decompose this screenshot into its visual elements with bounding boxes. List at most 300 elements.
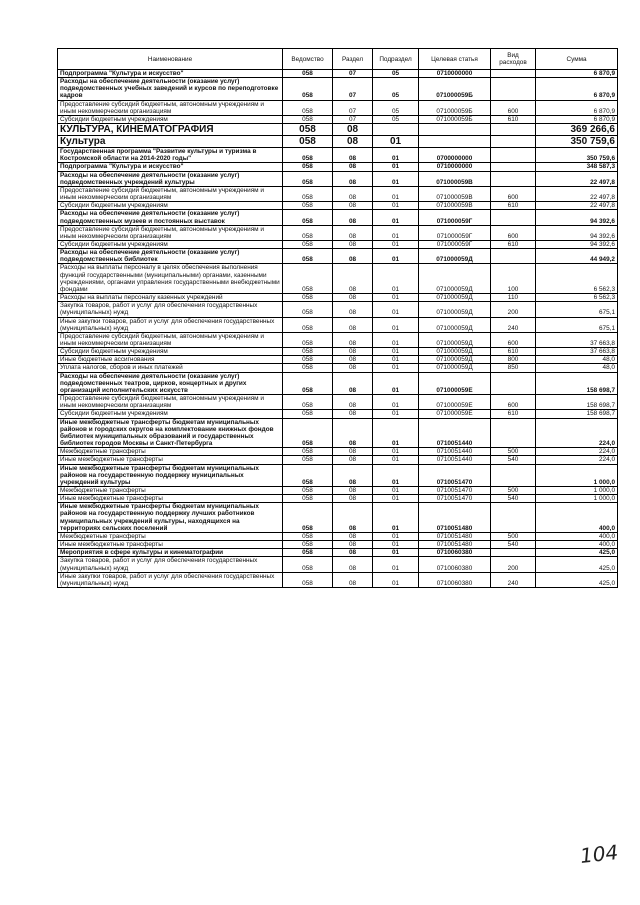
row-amount: 6 870,9 bbox=[536, 115, 618, 123]
table-row bbox=[58, 70, 618, 78]
row-amount: 94 392,6 bbox=[536, 240, 618, 248]
row-name: Предоставление субсидий бюджетным, автономным учреждениям и иным некоммерческим организациям bbox=[58, 186, 283, 201]
table-row bbox=[58, 163, 618, 171]
row-target-article: 0710051470 bbox=[419, 486, 491, 494]
row-department: 058 bbox=[283, 163, 333, 171]
row-expense-type: 500 bbox=[491, 448, 536, 456]
row-name: Расходы на обеспечение деятельности (оказание услуг) подведомственных учебных заведений и курсов по переподготовке кадров bbox=[58, 78, 283, 100]
row-target-article: 0710060380 bbox=[419, 557, 491, 572]
table-row bbox=[58, 225, 618, 240]
row-name: Иные закупки товаров, работ и услуг для обеспечения государственных (муниципальных) нужд bbox=[58, 572, 283, 587]
row-expense-type: 610 bbox=[491, 410, 536, 418]
row-target-article: 0710051470 bbox=[419, 464, 491, 486]
row-expense-type bbox=[491, 464, 536, 486]
row-name: Мероприятия в сфере культуры и кинематографии bbox=[58, 549, 283, 557]
row-target-article: 071000059Г bbox=[419, 225, 491, 240]
row-amount: 350 759,6 bbox=[536, 136, 618, 148]
row-amount: 48,0 bbox=[536, 364, 618, 372]
row-department: 058 bbox=[283, 395, 333, 410]
row-amount: 425,0 bbox=[536, 549, 618, 557]
row-amount: 1 000,0 bbox=[536, 464, 618, 486]
row-expense-type: 540 bbox=[491, 541, 536, 549]
row-subsection: 01 bbox=[373, 549, 419, 557]
row-target-article: 071000059Б bbox=[419, 78, 491, 100]
row-amount: 400,0 bbox=[536, 503, 618, 533]
row-subsection: 05 bbox=[373, 78, 419, 100]
row-name: Субсидии бюджетным учреждениям bbox=[58, 115, 283, 123]
row-section: 08 bbox=[333, 541, 373, 549]
table-row bbox=[58, 348, 618, 356]
row-target-article: 071000059Е bbox=[419, 395, 491, 410]
row-subsection: 01 bbox=[373, 572, 419, 587]
row-target-article: 0710000000 bbox=[419, 70, 491, 78]
table-body bbox=[58, 70, 618, 588]
row-department: 058 bbox=[283, 202, 333, 210]
row-name: Расходы на обеспечение деятельности (оказание услуг) подведомственных театров, цирков, концертных и других организаций исполнительских искусств bbox=[58, 372, 283, 394]
row-section: 08 bbox=[333, 364, 373, 372]
row-target-article: 071000059Д bbox=[419, 264, 491, 294]
row-target-article: 071000059Д bbox=[419, 317, 491, 332]
row-name: Межбюджетные трансферты bbox=[58, 532, 283, 540]
row-department: 058 bbox=[283, 249, 333, 264]
row-expense-type: 800 bbox=[491, 356, 536, 364]
row-expense-type bbox=[491, 163, 536, 171]
row-subsection: 01 bbox=[373, 541, 419, 549]
table-row bbox=[58, 495, 618, 503]
row-name: КУЛЬТУРА, КИНЕМАТОГРАФИЯ bbox=[58, 124, 283, 136]
row-subsection: 01 bbox=[373, 317, 419, 332]
table-row bbox=[58, 171, 618, 186]
row-subsection: 01 bbox=[373, 532, 419, 540]
row-department: 058 bbox=[283, 171, 333, 186]
row-expense-type: 240 bbox=[491, 317, 536, 332]
table-row bbox=[58, 456, 618, 464]
row-section: 08 bbox=[333, 464, 373, 486]
row-name: Иные закупки товаров, работ и услуг для обеспечения государственных (муниципальных) нужд bbox=[58, 317, 283, 332]
row-name: Иные межбюджетные трансферты бюджетам муниципальных районов и городских округов на комплектование книжных фондов библиотек муниципальных образований и государственных библиотек городов Москвы и Санкт-Петербурга bbox=[58, 418, 283, 448]
table-row bbox=[58, 395, 618, 410]
row-amount: 6 870,9 bbox=[536, 100, 618, 115]
row-name: Закупка товаров, работ и услуг для обеспечения государственных (муниципальных) нужд bbox=[58, 302, 283, 317]
row-expense-type: 600 bbox=[491, 225, 536, 240]
budget-table bbox=[57, 48, 618, 588]
row-subsection: 01 bbox=[373, 364, 419, 372]
row-name: Расходы на обеспечение деятельности (оказание услуг) подведомственных библиотек bbox=[58, 249, 283, 264]
row-target-article: 071000059Д bbox=[419, 348, 491, 356]
row-target-article: 071000059Д bbox=[419, 249, 491, 264]
row-expense-type bbox=[491, 210, 536, 225]
row-target-article: 071000059Е bbox=[419, 410, 491, 418]
row-subsection: 01 bbox=[373, 294, 419, 302]
row-section: 08 bbox=[333, 124, 373, 136]
row-expense-type bbox=[491, 249, 536, 264]
row-subsection: 01 bbox=[373, 418, 419, 448]
handwritten-page-number: 104 bbox=[578, 840, 620, 868]
row-amount: 44 949,2 bbox=[536, 249, 618, 264]
row-amount: 22 497,8 bbox=[536, 171, 618, 186]
header-section: Раздел bbox=[333, 49, 373, 70]
row-amount: 158 698,7 bbox=[536, 372, 618, 394]
row-target-article: 071000059В bbox=[419, 202, 491, 210]
row-target-article: 0710051480 bbox=[419, 503, 491, 533]
row-expense-type: 610 bbox=[491, 348, 536, 356]
row-target-article bbox=[419, 136, 491, 148]
row-expense-type: 200 bbox=[491, 302, 536, 317]
row-name: Культура bbox=[58, 136, 283, 148]
row-expense-type bbox=[491, 70, 536, 78]
row-amount: 1 000,0 bbox=[536, 495, 618, 503]
row-subsection: 01 bbox=[373, 202, 419, 210]
table-row bbox=[58, 572, 618, 587]
row-amount: 224,0 bbox=[536, 456, 618, 464]
row-amount: 400,0 bbox=[536, 541, 618, 549]
table-row bbox=[58, 541, 618, 549]
row-amount: 1 000,0 bbox=[536, 486, 618, 494]
row-department: 058 bbox=[283, 210, 333, 225]
row-subsection: 01 bbox=[373, 186, 419, 201]
row-target-article: 071000059В bbox=[419, 186, 491, 201]
row-department: 058 bbox=[283, 541, 333, 549]
row-department: 058 bbox=[283, 302, 333, 317]
row-department: 058 bbox=[283, 448, 333, 456]
row-target-article: 071000059Г bbox=[419, 210, 491, 225]
row-department: 058 bbox=[283, 148, 333, 163]
row-section: 08 bbox=[333, 136, 373, 148]
row-amount: 6 562,3 bbox=[536, 294, 618, 302]
row-amount: 224,0 bbox=[536, 418, 618, 448]
row-section: 08 bbox=[333, 356, 373, 364]
row-section: 08 bbox=[333, 332, 373, 347]
row-section: 07 bbox=[333, 78, 373, 100]
row-department: 058 bbox=[283, 348, 333, 356]
row-name: Закупка товаров, работ и услуг для обеспечения государственных (муниципальных) нужд bbox=[58, 557, 283, 572]
row-subsection: 01 bbox=[373, 210, 419, 225]
row-expense-type bbox=[491, 418, 536, 448]
row-department: 058 bbox=[283, 418, 333, 448]
table-row bbox=[58, 264, 618, 294]
row-section: 08 bbox=[333, 557, 373, 572]
row-subsection: 01 bbox=[373, 503, 419, 533]
row-department: 058 bbox=[283, 100, 333, 115]
row-expense-type bbox=[491, 124, 536, 136]
row-department: 058 bbox=[283, 495, 333, 503]
table-row bbox=[58, 148, 618, 163]
row-amount: 6 562,3 bbox=[536, 264, 618, 294]
row-section: 07 bbox=[333, 100, 373, 115]
row-amount: 425,0 bbox=[536, 572, 618, 587]
row-name: Иные межбюджетные трансферты bbox=[58, 541, 283, 549]
table-row bbox=[58, 532, 618, 540]
row-amount: 425,0 bbox=[536, 557, 618, 572]
row-name: Межбюджетные трансферты bbox=[58, 486, 283, 494]
row-expense-type: 600 bbox=[491, 395, 536, 410]
table-row bbox=[58, 464, 618, 486]
row-department: 058 bbox=[283, 332, 333, 347]
row-expense-type: 240 bbox=[491, 572, 536, 587]
row-name: Межбюджетные трансферты bbox=[58, 448, 283, 456]
row-section: 08 bbox=[333, 202, 373, 210]
row-section: 08 bbox=[333, 503, 373, 533]
row-expense-type: 850 bbox=[491, 364, 536, 372]
row-target-article: 0710051470 bbox=[419, 495, 491, 503]
row-section: 08 bbox=[333, 225, 373, 240]
row-subsection: 01 bbox=[373, 136, 419, 148]
table-row bbox=[58, 78, 618, 100]
row-department: 058 bbox=[283, 264, 333, 294]
row-department: 058 bbox=[283, 456, 333, 464]
row-target-article: 0700000000 bbox=[419, 148, 491, 163]
row-section: 08 bbox=[333, 418, 373, 448]
row-target-article bbox=[419, 124, 491, 136]
row-target-article: 0710060380 bbox=[419, 549, 491, 557]
row-section: 08 bbox=[333, 410, 373, 418]
row-subsection: 01 bbox=[373, 356, 419, 364]
row-expense-type: 600 bbox=[491, 332, 536, 347]
row-target-article: 071000059Е bbox=[419, 372, 491, 394]
row-amount: 37 663,8 bbox=[536, 332, 618, 347]
row-department: 058 bbox=[283, 115, 333, 123]
row-department: 058 bbox=[283, 410, 333, 418]
table-row bbox=[58, 249, 618, 264]
row-department: 058 bbox=[283, 225, 333, 240]
row-section: 08 bbox=[333, 163, 373, 171]
row-subsection: 01 bbox=[373, 448, 419, 456]
row-expense-type: 200 bbox=[491, 557, 536, 572]
row-department: 058 bbox=[283, 70, 333, 78]
row-department: 058 bbox=[283, 464, 333, 486]
row-amount: 94 392,6 bbox=[536, 210, 618, 225]
row-subsection: 01 bbox=[373, 495, 419, 503]
row-section: 08 bbox=[333, 395, 373, 410]
row-expense-type: 600 bbox=[491, 186, 536, 201]
table-row bbox=[58, 486, 618, 494]
table-row bbox=[58, 124, 618, 136]
row-section: 08 bbox=[333, 171, 373, 186]
row-amount: 94 392,6 bbox=[536, 225, 618, 240]
row-section: 08 bbox=[333, 572, 373, 587]
row-section: 08 bbox=[333, 532, 373, 540]
row-name: Расходы на выплаты персоналу казенных учреждений bbox=[58, 294, 283, 302]
row-expense-type: 110 bbox=[491, 294, 536, 302]
table-row bbox=[58, 448, 618, 456]
row-expense-type bbox=[491, 78, 536, 100]
row-section: 08 bbox=[333, 302, 373, 317]
row-amount: 158 698,7 bbox=[536, 395, 618, 410]
table-row bbox=[58, 332, 618, 347]
row-department: 058 bbox=[283, 549, 333, 557]
row-expense-type: 540 bbox=[491, 456, 536, 464]
row-name: Предоставление субсидий бюджетным, автономным учреждениям и иным некоммерческим организациям bbox=[58, 100, 283, 115]
row-expense-type bbox=[491, 171, 536, 186]
header-subsection: Подраздел bbox=[373, 49, 419, 70]
row-amount: 350 759,6 bbox=[536, 148, 618, 163]
row-section: 08 bbox=[333, 317, 373, 332]
row-section: 08 bbox=[333, 294, 373, 302]
header-department: Ведомство bbox=[283, 49, 333, 70]
row-name: Подпрограмма "Культура и искусство" bbox=[58, 163, 283, 171]
row-expense-type: 600 bbox=[491, 100, 536, 115]
row-expense-type bbox=[491, 136, 536, 148]
row-target-article: 0710000000 bbox=[419, 163, 491, 171]
row-department: 058 bbox=[283, 356, 333, 364]
row-section: 07 bbox=[333, 115, 373, 123]
table-row bbox=[58, 356, 618, 364]
table-row bbox=[58, 186, 618, 201]
row-section: 08 bbox=[333, 348, 373, 356]
row-name: Подпрограмма "Культура и искусство" bbox=[58, 70, 283, 78]
row-section: 08 bbox=[333, 186, 373, 201]
row-target-article: 0710051440 bbox=[419, 418, 491, 448]
row-section: 08 bbox=[333, 495, 373, 503]
row-target-article: 071000059Д bbox=[419, 302, 491, 317]
table-row bbox=[58, 364, 618, 372]
table-row bbox=[58, 317, 618, 332]
row-department: 058 bbox=[283, 372, 333, 394]
budget-table-sheet bbox=[57, 48, 617, 588]
row-expense-type bbox=[491, 549, 536, 557]
row-subsection: 05 bbox=[373, 100, 419, 115]
row-name: Субсидии бюджетным учреждениям bbox=[58, 410, 283, 418]
header-amount: Сумма bbox=[536, 49, 618, 70]
row-name: Расходы на обеспечение деятельности (оказание услуг) подведомственных учреждений культуры bbox=[58, 171, 283, 186]
row-name: Расходы на обеспечение деятельности (оказание услуг) подведомственных музеев и постоянных выставок bbox=[58, 210, 283, 225]
row-subsection: 01 bbox=[373, 410, 419, 418]
table-header-row bbox=[58, 49, 618, 70]
row-amount: 675,1 bbox=[536, 317, 618, 332]
table-row bbox=[58, 410, 618, 418]
row-name: Субсидии бюджетным учреждениям bbox=[58, 348, 283, 356]
row-section: 08 bbox=[333, 549, 373, 557]
row-name: Иные межбюджетные трансферты бюджетам муниципальных районов на государственную поддержку муниципальных учреждений культуры bbox=[58, 464, 283, 486]
row-subsection: 01 bbox=[373, 372, 419, 394]
row-subsection: 01 bbox=[373, 395, 419, 410]
row-subsection: 01 bbox=[373, 163, 419, 171]
row-department: 058 bbox=[283, 240, 333, 248]
row-name: Субсидии бюджетным учреждениям bbox=[58, 240, 283, 248]
row-section: 07 bbox=[333, 70, 373, 78]
row-section: 08 bbox=[333, 240, 373, 248]
row-name: Предоставление субсидий бюджетным, автономным учреждениям и иным некоммерческим организациям bbox=[58, 332, 283, 347]
header-target-article: Целевая статья bbox=[419, 49, 491, 70]
row-subsection bbox=[373, 124, 419, 136]
row-expense-type: 540 bbox=[491, 495, 536, 503]
row-subsection: 01 bbox=[373, 171, 419, 186]
row-subsection: 01 bbox=[373, 557, 419, 572]
row-department: 058 bbox=[283, 317, 333, 332]
row-subsection: 01 bbox=[373, 464, 419, 486]
row-amount: 400,0 bbox=[536, 532, 618, 540]
row-target-article: 071000059Д bbox=[419, 356, 491, 364]
row-subsection: 01 bbox=[373, 486, 419, 494]
row-amount: 48,0 bbox=[536, 356, 618, 364]
row-target-article: 0710060380 bbox=[419, 572, 491, 587]
row-target-article: 071000059Д bbox=[419, 332, 491, 347]
row-subsection: 01 bbox=[373, 148, 419, 163]
row-amount: 224,0 bbox=[536, 448, 618, 456]
row-section: 08 bbox=[333, 264, 373, 294]
row-target-article: 071000059Б bbox=[419, 100, 491, 115]
row-name: Иные межбюджетные трансферты bbox=[58, 495, 283, 503]
row-target-article: 0710051440 bbox=[419, 456, 491, 464]
row-name: Иные бюджетные ассигнования bbox=[58, 356, 283, 364]
row-department: 058 bbox=[283, 503, 333, 533]
row-amount: 22 497,8 bbox=[536, 202, 618, 210]
header-name: Наименование bbox=[58, 49, 283, 70]
row-amount: 348 587,3 bbox=[536, 163, 618, 171]
row-expense-type: 500 bbox=[491, 486, 536, 494]
row-department: 058 bbox=[283, 124, 333, 136]
row-expense-type: 610 bbox=[491, 240, 536, 248]
row-name: Субсидии бюджетным учреждениям bbox=[58, 202, 283, 210]
row-target-article: 071000059Д bbox=[419, 294, 491, 302]
row-amount: 37 663,8 bbox=[536, 348, 618, 356]
table-row bbox=[58, 100, 618, 115]
row-target-article: 0710051440 bbox=[419, 448, 491, 456]
row-target-article: 071000059Б bbox=[419, 115, 491, 123]
row-subsection: 01 bbox=[373, 456, 419, 464]
row-subsection: 01 bbox=[373, 225, 419, 240]
table-row bbox=[58, 372, 618, 394]
row-expense-type: 100 bbox=[491, 264, 536, 294]
table-row bbox=[58, 557, 618, 572]
row-amount: 6 870,9 bbox=[536, 78, 618, 100]
row-amount: 158 698,7 bbox=[536, 410, 618, 418]
table-row bbox=[58, 202, 618, 210]
row-subsection: 05 bbox=[373, 70, 419, 78]
row-department: 058 bbox=[283, 186, 333, 201]
row-name: Иные межбюджетные трансферты bbox=[58, 456, 283, 464]
table-row bbox=[58, 240, 618, 248]
row-department: 058 bbox=[283, 136, 333, 148]
table-row bbox=[58, 503, 618, 533]
row-subsection: 01 bbox=[373, 302, 419, 317]
table-row bbox=[58, 418, 618, 448]
row-target-article: 0710051480 bbox=[419, 541, 491, 549]
row-subsection: 01 bbox=[373, 332, 419, 347]
row-section: 08 bbox=[333, 486, 373, 494]
row-name: Предоставление субсидий бюджетным, автономным учреждениям и иным некоммерческим организациям bbox=[58, 395, 283, 410]
table-row bbox=[58, 302, 618, 317]
row-name: Расходы на выплаты персоналу в целях обеспечения выполнения функций государственными (муниципальными) органами, казенными учреждениями, органами управления государственными внебюджетными фондами bbox=[58, 264, 283, 294]
row-section: 08 bbox=[333, 372, 373, 394]
row-section: 08 bbox=[333, 210, 373, 225]
row-expense-type bbox=[491, 148, 536, 163]
row-target-article: 0710051480 bbox=[419, 532, 491, 540]
table-row bbox=[58, 115, 618, 123]
row-amount: 6 870,9 bbox=[536, 70, 618, 78]
row-department: 058 bbox=[283, 78, 333, 100]
table-row bbox=[58, 549, 618, 557]
row-expense-type: 500 bbox=[491, 532, 536, 540]
row-name: Иные межбюджетные трансферты бюджетам муниципальных районов на государственную поддержку лучших работников муниципальных учреждений культуры, находящихся на территориях сельских поселений bbox=[58, 503, 283, 533]
row-department: 058 bbox=[283, 486, 333, 494]
row-amount: 675,1 bbox=[536, 302, 618, 317]
row-section: 08 bbox=[333, 448, 373, 456]
table-row bbox=[58, 210, 618, 225]
row-target-article: 071000059В bbox=[419, 171, 491, 186]
row-expense-type bbox=[491, 372, 536, 394]
row-expense-type bbox=[491, 503, 536, 533]
row-subsection: 01 bbox=[373, 249, 419, 264]
header-expense-type: Вид расходов bbox=[491, 49, 536, 70]
row-expense-type: 610 bbox=[491, 115, 536, 123]
row-expense-type: 610 bbox=[491, 202, 536, 210]
row-department: 058 bbox=[283, 364, 333, 372]
row-department: 058 bbox=[283, 557, 333, 572]
table-row bbox=[58, 294, 618, 302]
table-row bbox=[58, 136, 618, 148]
row-section: 08 bbox=[333, 249, 373, 264]
